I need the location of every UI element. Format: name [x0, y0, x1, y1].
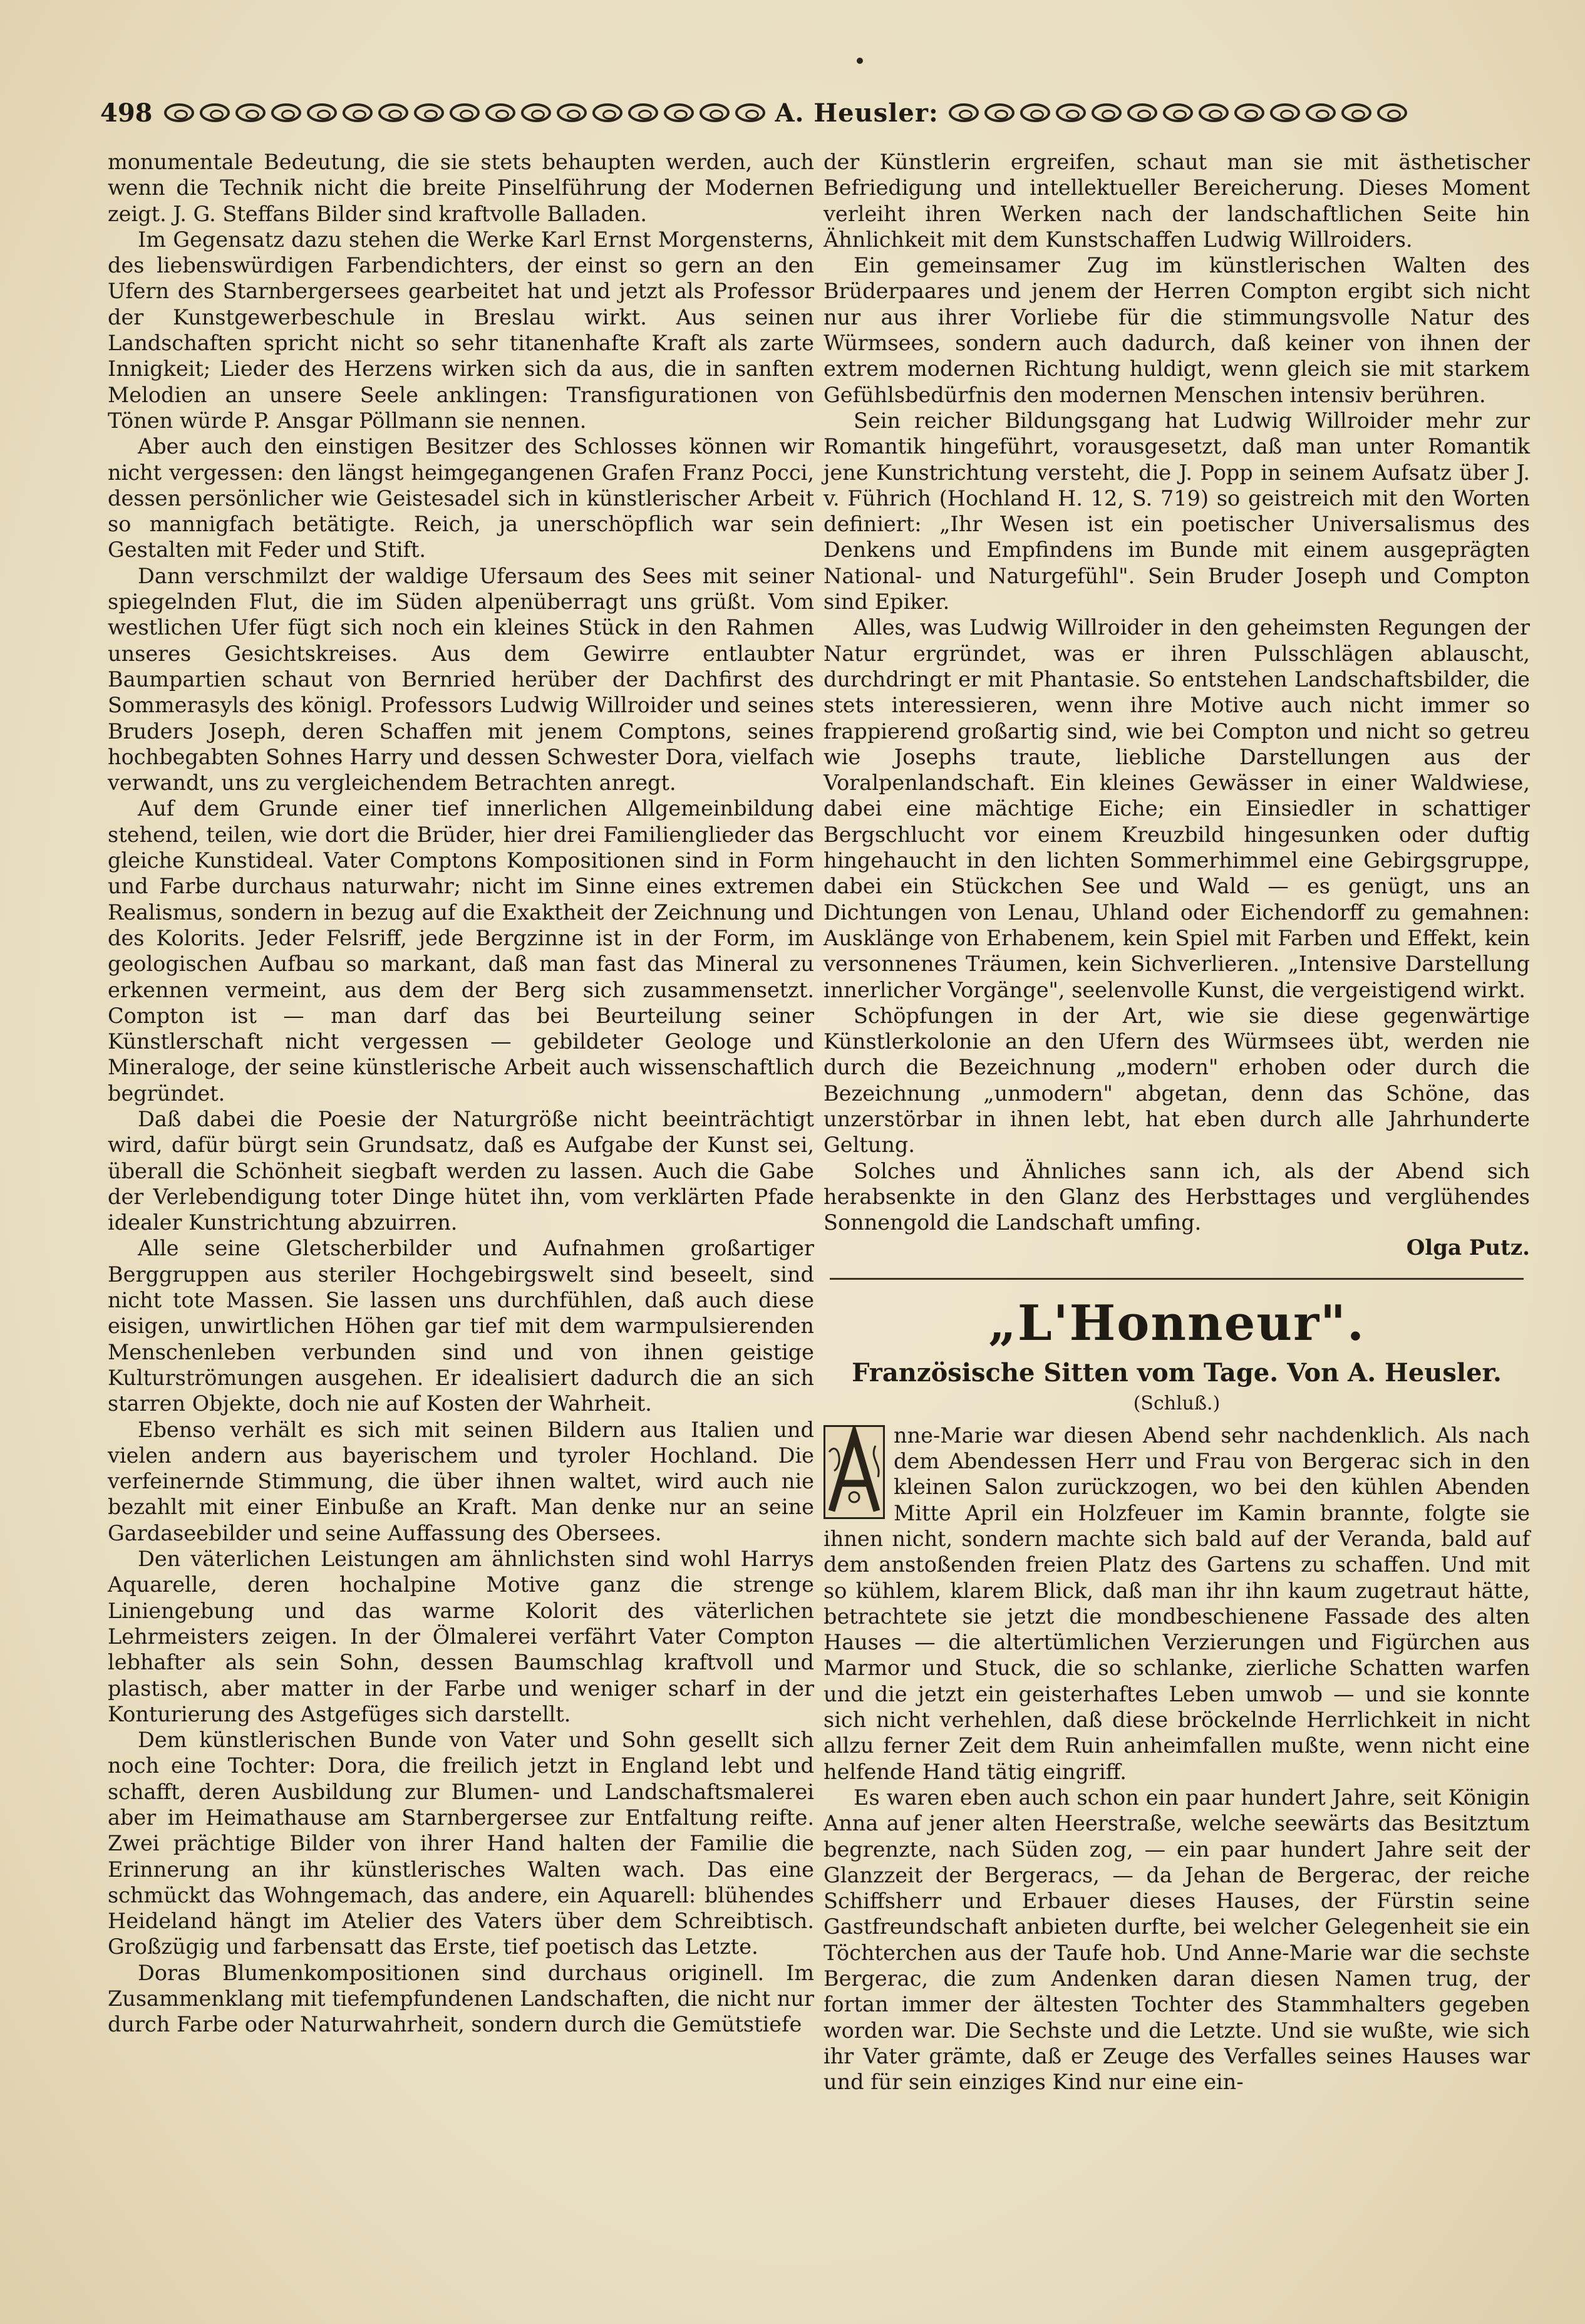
ornament-icon — [664, 103, 694, 122]
paragraph: Dann verschmilzt der waldige Ufersaum des Sees mit seiner spiegelnden Flut, die im Süden alpenüberragt uns grüßt. Vom westlichen Ufer fügt sich noch ein kleines Stück in den Rahmen unseres Gesichtskreises. Aus dem Gewirre entlaubter Baumpartien schaut von Bernried herüber der Dachfirst des Sommerasyls des königl. Professors Ludwig Willroider und seines Bruders Joseph, deren Schaffen mit jenem Comptons, seines hochbegabten Sohnes Harry und dessen Schwester Dora, vielfach verwandt, uns zu vergleichendem Betrachten anregt. — [108, 563, 814, 796]
paragraph: Den väterlichen Leistungen am ähnlichsten sind wohl Harrys Aquarelle, deren hochalpine Motive ganz die strenge Liniengebung und das warme Kolorit des väterlichen Lehrmeisters zeigen. In der Ölmalerei verfährt Vater Compton lebhafter als sein Sohn, dessen Baumschlag kraftvoll und plastisch, aber matter in der Farbe und weniger scharf in der Konturierung des Astgefüges sich darstellt. — [108, 1547, 814, 1726]
paragraph: Alle seine Gletscherbilder und Aufnahmen großartiger Berggruppen aus steriler Hochgebirgswelt sind beseelt, sind nicht tote Massen. Sie lassen uns durchfühlen, daß auch diese eisigen, unwirtlichen Höhen gar tief mit dem warmpulsierenden Menschenleben verbunden sind und von ihnen geistige Kulturströmungen ausgehen. Er idealisiert dadurch die an sich starren Objekte, doch nie auf Kosten der Wahrheit. — [108, 1236, 814, 1416]
ornament-icon — [1377, 103, 1407, 122]
ornament-icon — [1056, 103, 1086, 122]
paragraph: Daß dabei die Poesie der Naturgröße nicht beeinträchtigt wird, dafür bürgt sein Grundsatz, daß es Aufgabe der Kunst sei, überall die Schönheit siegbaft werden zu lassen. Auch die Gabe der Verlebendigung toter Dinge hütet ihn, vom verklärten Pfade idealer Kunstrichtung abzuirren. — [108, 1106, 814, 1235]
left-column — [108, 149, 814, 2038]
closing-paragraph: Solches und Ähnliches sann ich, als der Abend sich herabsenkte in den Glanz des Herbsttages und verglühendes Sonnengold die Landschaft umfing. — [823, 1158, 1530, 1235]
paragraph: Aber auch den einstigen Besitzer des Schlosses können wir nicht vergessen: den längst heimgegangenen Grafen Franz Pocci, dessen persönlicher wie Geistesadel sich in künstlerischer Arbeit so mannigfach betätigte. Reich, ja unerschöpflich war sein Gestalten mit Feder und Stift. — [108, 434, 814, 563]
story-paragraph — [823, 1423, 1530, 1785]
ornament-icon — [1127, 103, 1157, 122]
ornament-icon — [378, 103, 408, 122]
ornament-icon — [450, 103, 480, 122]
paragraph: Im Gegensatz dazu stehen die Werke Karl Ernst Morgensterns, des liebenswürdigen Farbendichters, der einst so gern an den Ufern des Starnbergersees gearbeitet hat und jetzt als Professor der Kunstgewerbeschule in Breslau wirkt. Aus seinen Landschaften spricht nicht so sehr titanenhafte Kraft als zarte Innigkeit; Lieder des Herzens wirken sich da aus, die in sanften Melodien an unsere Seele anklingen: Transfigurationen von Tönen würde P. Ansgar Pöllmann sie nennen. — [108, 227, 814, 433]
ornament-icon — [307, 103, 337, 122]
paragraph: Schöpfungen in der Art, wie sie diese gegenwärtige Künstlerkolonie an den Ufern des Würmsees übt, werden nie durch die Bezeichnung „modern" erhoben oder durch die Bezeichnung „unmodern" abgetan, denn das Schöne, das unzerstörbar in ihnen lebt, hat eben durch alle Jahrhunderte Geltung. — [823, 1003, 1530, 1158]
right-column — [823, 149, 1530, 2095]
ornament-row-left — [164, 103, 765, 122]
section-divider — [830, 1278, 1524, 1280]
ornate-a-icon — [825, 1427, 883, 1517]
paragraph: monumentale Bedeutung, die sie stets behaupten werden, auch wenn die Technik nicht die breite Pinselführung der Modernen zeigt. J. G. Steffans Bilder sind kraftvolle Balladen. — [108, 150, 814, 226]
page-number: 498 — [100, 98, 153, 128]
ornament-icon — [592, 103, 622, 122]
ornament-icon — [1234, 103, 1264, 122]
ornament-icon — [200, 103, 230, 122]
ornament-icon — [1163, 103, 1193, 122]
ornament-icon — [628, 103, 658, 122]
story-subtitle: Französische Sitten vom Tage. Von A. Heusler. — [852, 1357, 1502, 1388]
ornament-icon — [700, 103, 730, 122]
paragraph: der Künstlerin ergreifen, schaut man sie mit ästhetischer Befriedigung und intellektueller Bereicherung. Dieses Moment verleiht ihren Werken nach der landschaftlichen Seite hin Ähnlichkeit mit dem Kunstschaffen Ludwig Willroiders. — [823, 150, 1530, 252]
ornament-icon — [1199, 103, 1229, 122]
ornament-icon — [235, 103, 266, 122]
ornament-icon — [1020, 103, 1050, 122]
story-paragraph: Es waren eben auch schon ein paar hundert Jahre, seit Königin Anna auf jener alten Heerstraße, welche seewärts das Besitztum begrenzte, nach Süden zog, — ein paar hundert Jahre seit der Glanzzeit der Bergeracs, — da Jehan de Bergerac, der reiche Schiffsherr und Erbauer dieses Hauses, der Fürstin seine Gastfreundschaft anbieten durfte, bei welcher Gelegenheit sie ein Töchterchen aus der Taufe hob. Und Anne-Marie war die sechste Bergerac, die zum Andenken daran diesen Namen trug, der fortan immer der ältesten Tochter des Stammhalters gegeben worden war. Die Sechste und die Letzte. Und sie wußte, wie sich ihr Vater grämte, daß er Zeuge des Verfalles seines Hauses war und für sein einziges Kind nur eine ein- — [823, 1785, 1530, 2095]
page-header — [100, 93, 1515, 133]
ornament-icon — [1306, 103, 1336, 122]
ornament-icon — [343, 103, 373, 122]
ornament-icon — [1270, 103, 1300, 122]
signature: Olga Putz. — [1406, 1235, 1530, 1261]
drop-cap-initial — [823, 1425, 885, 1519]
ornament-icon — [485, 103, 515, 122]
paragraph: Sein reicher Bildungsgang hat Ludwig Willroider mehr zur Romantik hingeführt, vorausgesetzt, daß man unter Romantik jene Kunstrichtung versteht, die J. Popp in seinem Aufsatz über J. v. Führich (Hochland H. 12, S. 719) so geistreich mit den Worten definiert: „Ihr Wesen ist ein poetischer Universalismus des Denkens und Empfindens im Bunde mit einem ausgeprägten National- und Naturgefühl". Sein Bruder Joseph und Compton sind Epiker. — [823, 408, 1530, 615]
continuation-note: (Schluß.) — [1133, 1392, 1221, 1414]
ornament-icon — [1341, 103, 1371, 122]
paragraph: Ebenso verhält es sich mit seinen Bildern aus Italien und vielen andern aus bayerischem und tyroler Hochland. Die verfeinernde Stimmung, die über ihnen waltet, wird auch nie bezahlt mit einer Einbuße an Kraft. Man denke nur an seine Gardaseebilder und seine Auffassung des Obersees. — [108, 1417, 814, 1545]
ornament-icon — [414, 103, 444, 122]
paragraph: Doras Blumenkompositionen sind durchaus originell. Im Zusammenklang mit tiefempfundenen Landschaften, die nicht nur durch Farbe oder Naturwahrheit, sondern durch die Gemütstiefe — [108, 1960, 814, 2037]
ornament-icon — [1092, 103, 1122, 122]
ornament-icon — [949, 103, 979, 122]
ornament-row-right — [949, 103, 1407, 122]
paragraph: Auf dem Grunde einer tief innerlichen Allgemeinbildung stehend, teilen, wie dort die Brüder, hier drei Familienglieder das gleiche Kunstideal. Vater Comptons Kompositionen sind in Form und Farbe durchaus naturwahr; nicht im Sinne eines extremen Realismus, sondern in bezug auf die Exaktheit der Zeichnung und des Kolorits. Jeder Felsriff, jede Bergzinne ist in der Form, im geologischen Aufbau so markant, daß man fast das Mineral zu erkennen vermeint, aus dem der Berg sich zusammensetzt. Compton ist — man darf das bei Beurteilung seiner Künstlerschaft nicht vergessen — gebildeter Geologe und Mineraloge, der seine künstlerische Arbeit auch wissenschaftlich begründet. — [108, 796, 814, 1106]
running-head-author: A. Heusler: — [775, 98, 939, 128]
ornament-icon — [984, 103, 1015, 122]
paragraph: Alles, was Ludwig Willroider in den geheimsten Regungen der Natur ergründet, was er ihren Pulsschlägen ablauscht, durchdringt er mit Phantasie. So entstehen Landschaftsbilder, die stets interessieren, wenn ihre Motive auch nicht immer so frappierend großartig sind, wie bei Compton und nicht so getreu wie Josephs traute, liebliche Darstellungen aus der Voralpenlandschaft. Ein kleines Gewässer in einer Waldwiese, dabei eine mächtige Eiche; ein Einsiedler in schattiger Bergschlucht vor einem Kreuzbild hingesunken oder duftig hingehaucht in den lichten Sommerhimmel eine Gebirgsgruppe, dabei ein Stückchen See und Wald — es genügt, uns an Dichtungen von Lenau, Uhland oder Eichendorff zu gemahnen: Ausklänge von Erhabenem, kein Spiel mit Farben und Effekt, kein versonnenes Träumen, kein Sichverlieren. „Intensive Darstellung innerlicher Vorgänge", seelenvolle Kunst, die vergeistigend wirkt. — [823, 615, 1530, 1002]
ornament-icon — [735, 103, 765, 122]
story-paragraph-text: nne-Marie war diesen Abend sehr nachdenklich. Als nach dem Abendessen Herr und Frau von Bergerac sich in den kleinen Salon zurückzogen, wo bei den kühlen Abenden Mitte April ein Holzfeuer im Kamin brannte, folgte sie ihnen nicht, sondern machte sich bald auf der Veranda, bald auf dem anstoßenden freien Platz des Gartens zu schaffen. Und mit so kühlem, klarem Blick, daß man ihr ihn kaum zugetraut hätte, betrachtete sie jetzt die mondbeschienene Fassade des alten Hauses — die altertümlichen Verzierungen und Figürchen aus Marmor und Stuck, die so schlanke, zierliche Schatten warfen und die jetzt ein geisterhaftes Leben umwob — und sie konnte sich nicht verhehlen, daß diese bröckelnde Herrlichkeit in nicht allzu ferner Zeit dem Ruin anheimfallen mußte, wenn nicht eine helfende Hand tätig eingriff. — [823, 1423, 1530, 1784]
print-speck — [857, 58, 863, 64]
ornament-icon — [557, 103, 587, 122]
paragraph: Ein gemeinsamer Zug im künstlerischen Walten des Brüderpaares und jenem der Herren Compton ergibt sich nicht nur aus ihrer Vorliebe für die stimmungsvolle Natur des Würmsees, sondern auch dadurch, daß keiner von ihnen der extrem modernen Richtung huldigt, wenn gleich sie mit starkem Gefühlsbedürfnis den modernen Menschen intensiv berühren. — [823, 253, 1530, 407]
ornament-icon — [521, 103, 551, 122]
ornament-icon — [164, 103, 194, 122]
story-title: „L'Honneur". — [988, 1294, 1365, 1352]
ornament-icon — [271, 103, 301, 122]
paragraph: Dem künstlerischen Bunde von Vater und Sohn gesellt sich noch eine Tochter: Dora, die freilich jetzt in England lebt und schafft, deren Ausbildung zur Blumen- und Landschaftsmalerei aber im Heimathause am Starnbergersee zur Entfaltung reifte. Zwei prächtige Bilder von ihrer Hand halten der Familie die Erinnerung an ihr künstlerisches Walten wach. Das eine schmückt das Wohngemach, das andere, ein Aquarell: blühendes Heideland hängt im Atelier des Vaters über dem Schreibtisch. Großzügig und farbensatt das Erste, tief poetisch das Letzte. — [108, 1728, 814, 1959]
